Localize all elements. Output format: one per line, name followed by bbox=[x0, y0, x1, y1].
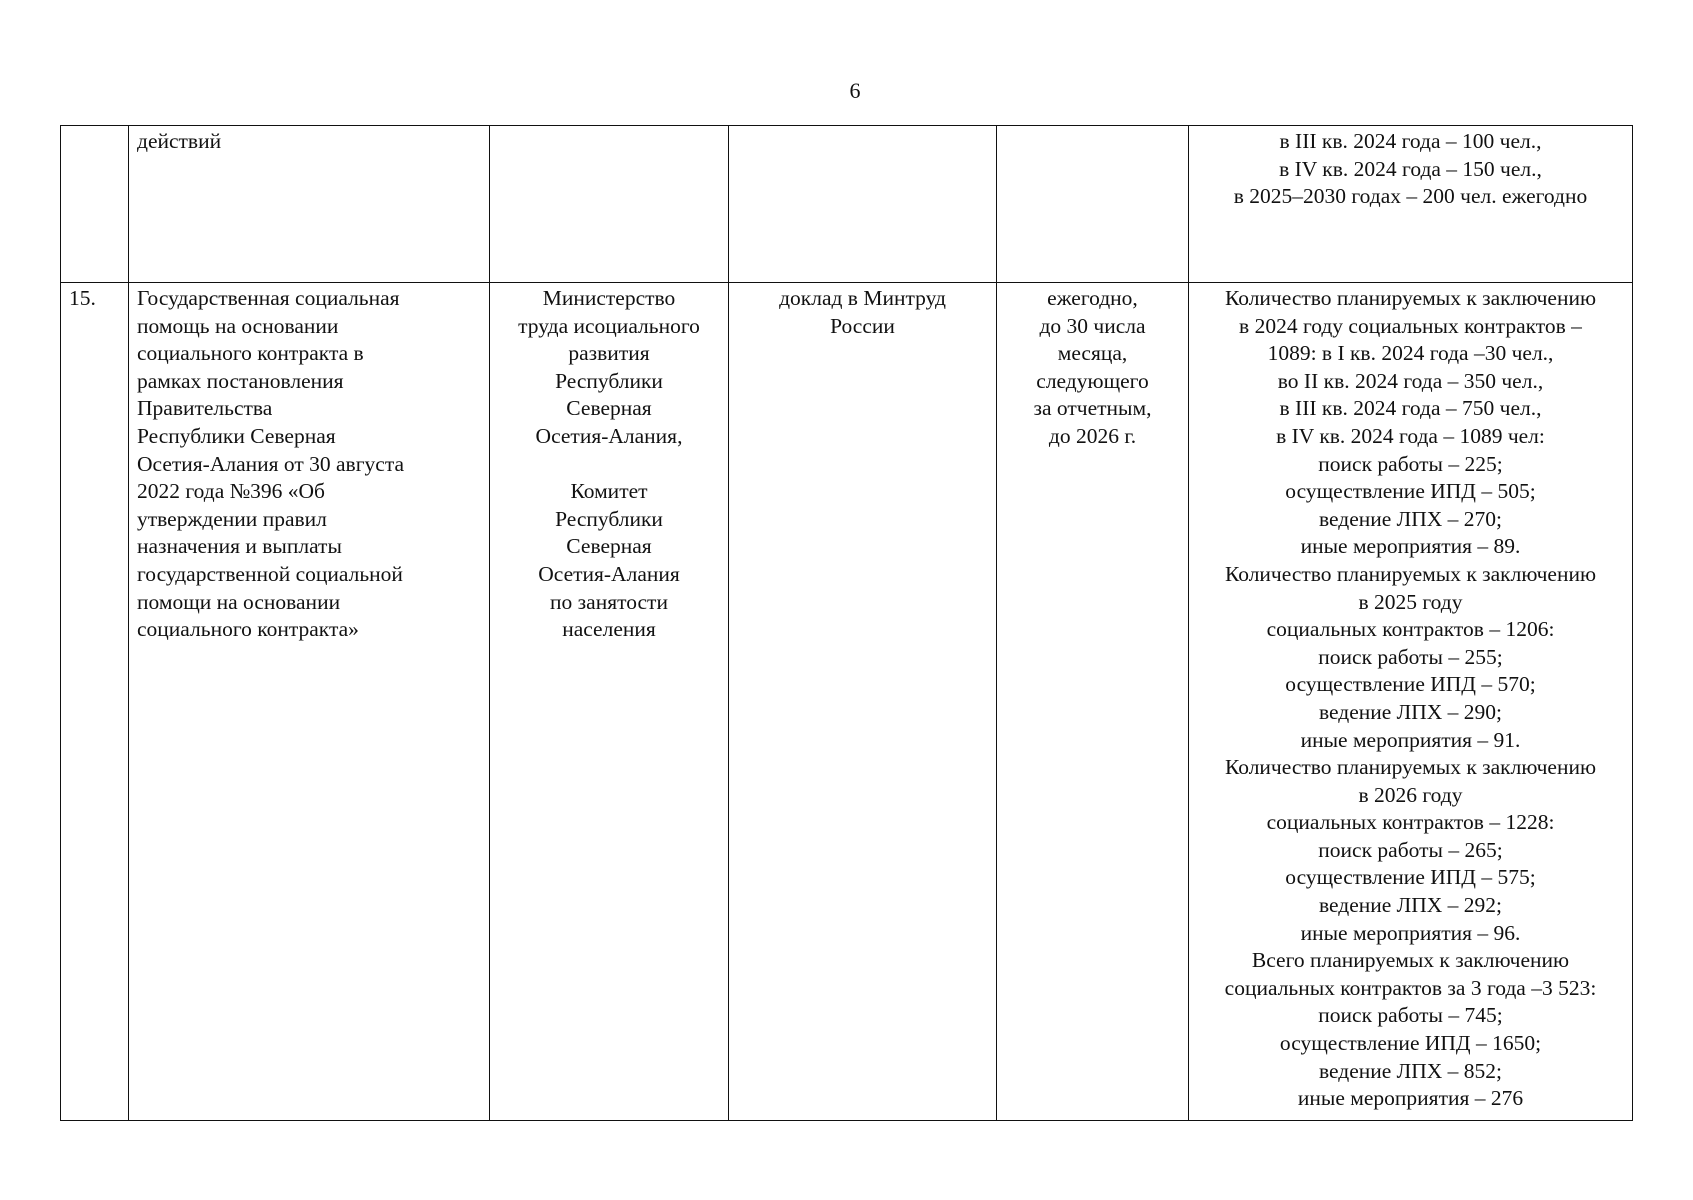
text-line: труда исоциального bbox=[518, 313, 700, 338]
text-line: Количество планируемых к заключению bbox=[1224, 755, 1597, 780]
text-line: ежегодно, bbox=[1047, 286, 1138, 310]
text-line: месяца, bbox=[1057, 341, 1128, 366]
text-line: осуществление ИПД – 575; bbox=[1285, 865, 1536, 890]
text-line: в 2025–2030 годах – 200 чел. ежегодно bbox=[1233, 184, 1588, 209]
text-line: ведение ЛПХ – 290; bbox=[1318, 699, 1503, 724]
text-line: государственной социальной bbox=[137, 561, 403, 586]
text-line: в 2024 году социальных контрактов – bbox=[1239, 313, 1582, 338]
cell-executor-continued bbox=[490, 126, 729, 283]
text-line: поиск работы – 745; bbox=[1318, 1003, 1503, 1028]
text-line: назначения и выплаты bbox=[137, 534, 342, 559]
text-line: Министерство bbox=[542, 286, 676, 310]
cell-deadline bbox=[997, 283, 1189, 1121]
text-line: социального контракта» bbox=[137, 617, 359, 642]
cell-indicator-continued bbox=[1189, 126, 1633, 283]
text-line: в III кв. 2024 года – 750 чел., bbox=[1279, 396, 1542, 421]
cell-number-continued bbox=[61, 126, 129, 283]
text-line: иные мероприятия – 89. bbox=[1300, 534, 1521, 559]
text-line: действий bbox=[137, 129, 222, 153]
text-line: Северная bbox=[566, 534, 652, 559]
text-line: иные мероприятия – 276 bbox=[1297, 1086, 1524, 1111]
cell-measure-name-continued bbox=[129, 126, 490, 283]
text-line: Республики Северная bbox=[137, 423, 336, 448]
text-line: во II кв. 2024 года – 350 чел., bbox=[1277, 368, 1544, 393]
cell-report-continued bbox=[729, 126, 997, 283]
cell-report-form bbox=[729, 283, 997, 1121]
text-line: 1089: в I кв. 2024 года –30 чел., bbox=[1267, 341, 1554, 366]
text-line: социального контракта в bbox=[137, 341, 364, 366]
text-line: помощи на основании bbox=[137, 589, 341, 614]
blank-line bbox=[498, 451, 720, 479]
text-line: Осетия-Алания от 30 августа bbox=[137, 451, 405, 476]
text-line: доклад в Минтруд bbox=[779, 286, 946, 310]
text-line: Республики bbox=[555, 506, 663, 531]
text-line: по занятости bbox=[550, 589, 668, 614]
text-line: Комитет bbox=[570, 479, 648, 504]
cell-deadline-continued bbox=[997, 126, 1189, 283]
text-line: развития bbox=[568, 341, 650, 366]
cell-executor bbox=[490, 283, 729, 1121]
text-line: осуществление ИПД – 1650; bbox=[1279, 1031, 1542, 1056]
text-line: в 2025 году bbox=[1358, 589, 1463, 614]
text-line: поиск работы – 265; bbox=[1318, 837, 1503, 862]
cell-indicator bbox=[1189, 283, 1633, 1121]
text-line: поиск работы – 225; bbox=[1318, 451, 1503, 476]
text-line: в IV кв. 2024 года – 1089 чел: bbox=[1276, 423, 1545, 448]
text-line: социальных контрактов за 3 года –3 523: bbox=[1224, 975, 1597, 1000]
cell-measure-name bbox=[129, 283, 490, 1121]
text-line: в IV кв. 2024 года – 150 чел., bbox=[1279, 156, 1542, 181]
text-line: социальных контрактов – 1228: bbox=[1266, 810, 1555, 835]
text-line: утверждении правил bbox=[137, 506, 327, 531]
text-line: иные мероприятия – 96. bbox=[1300, 920, 1521, 945]
table-row-continued bbox=[61, 126, 1633, 283]
text-line: за отчетным, bbox=[1033, 396, 1152, 421]
text-line: Правительства bbox=[137, 396, 273, 421]
text-line: следующего bbox=[1036, 368, 1149, 393]
text-line: в 2026 году bbox=[1358, 782, 1463, 807]
text-line: иные мероприятия – 91. bbox=[1300, 727, 1521, 752]
text-line: рамках постановления bbox=[137, 368, 344, 393]
text-line: ведение ЛПХ – 852; bbox=[1318, 1058, 1503, 1083]
text-line: Всего планируемых к заключению bbox=[1251, 948, 1570, 973]
measures-table bbox=[60, 125, 1633, 1121]
text-line: до 2026 г. bbox=[1048, 423, 1137, 448]
text-line: в III кв. 2024 года – 100 чел., bbox=[1279, 129, 1542, 153]
text-line: населения bbox=[562, 617, 656, 642]
text-line: до 30 числа bbox=[1039, 313, 1146, 338]
text-line: России bbox=[830, 313, 895, 338]
cell-row-number: 15. bbox=[61, 283, 129, 1121]
page-number: 6 bbox=[849, 78, 861, 103]
table-row-15 bbox=[61, 283, 1633, 1121]
text-line: осуществление ИПД – 505; bbox=[1285, 479, 1536, 504]
text-line: Осетия-Алания bbox=[538, 561, 680, 586]
text-line: осуществление ИПД – 570; bbox=[1285, 672, 1536, 697]
text-line: Республики bbox=[555, 368, 663, 393]
text-line: Государственная социальная bbox=[137, 286, 400, 310]
text-line: Количество планируемых к заключению bbox=[1224, 561, 1597, 586]
text-line: ведение ЛПХ – 292; bbox=[1318, 893, 1503, 918]
text-line: Осетия-Алания, bbox=[535, 423, 683, 448]
text-line: Количество планируемых к заключению bbox=[1224, 286, 1597, 310]
text-line: 2022 года №396 «Об bbox=[137, 479, 325, 504]
text-line: помощь на основании bbox=[137, 313, 339, 338]
text-line: социальных контрактов – 1206: bbox=[1266, 617, 1555, 642]
text-line: ведение ЛПХ – 270; bbox=[1318, 506, 1503, 531]
text-line: Северная bbox=[566, 396, 652, 421]
text-line: поиск работы – 255; bbox=[1318, 644, 1503, 669]
